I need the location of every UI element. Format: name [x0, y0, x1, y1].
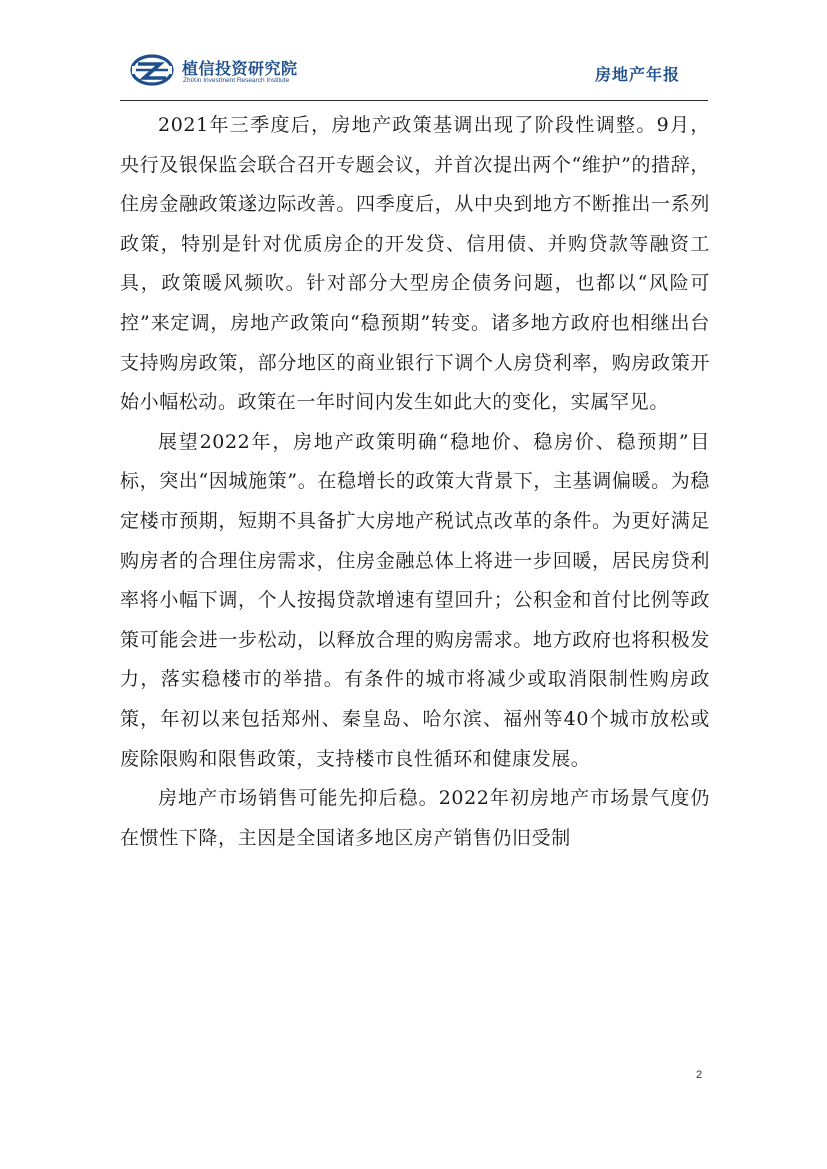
logo-english-name: ZhiXin Investment Research Institute	[183, 77, 290, 84]
page-header	[120, 40, 708, 101]
document-body	[120, 106, 710, 858]
institute-logo	[130, 49, 300, 89]
logo-mark-icon	[130, 49, 176, 89]
paragraph-policy-adjustment: 2021年三季度后，房地产政策基调出现了阶段性调整。9月，央行及银保监会联合召开专题会议，并首次提出两个“维护”的措辞，住房金融政策遂边际改善。四季度后，从中央到地方不断推出一系列政策，特别是针对优质房企的开发贷、信用债、并购贷款等融资工具，政策暖风频吹。针对部分大型房企债务问题，也都以“风险可控”来定调，房地产政策向“稳预期”转变。诸多地方政府也相继出台支持购房政策，部分地区的商业银行下调个人房贷利率，购房政策开始小幅松动。政策在一年时间内发生如此大的变化，实属罕见。	[120, 114, 710, 414]
paragraph-market-sales: 房地产市场销售可能先抑后稳。2022年初房地产市场景气度仍在惯性下降，主因是全国诸多地区房产销售仍旧受制	[120, 787, 710, 849]
report-type-label: 房地产年报	[594, 65, 680, 84]
paragraph-2022-outlook: 展望2022年，房地产政策明确“稳地价、稳房价、稳预期”目标，突出“因城施策”。在稳增长的政策大背景下，主基调偏暖。为稳定楼市预期，短期不具备扩大房地产税试点改革的条件。为更好满足购房者的合理住房需求，住房金融总体上将进一步回暖，居民房贷利率将小幅下调，个人按揭贷款增速有望回升；公积金和首付比例等政策可能会进一步松动，以释放合理的购房需求。地方政府也将积极发力，落实稳楼市的举措。有条件的城市将减少或取消限制性购房政策，年初以来包括郑州、秦皇岛、哈尔滨、福州等40个城市放松或废除限购和限售政策，支持楼市良性循环和健康发展。	[120, 430, 710, 770]
logo-chinese-name: 植信投资研究院	[182, 59, 298, 78]
page-number: 2	[696, 1069, 703, 1081]
